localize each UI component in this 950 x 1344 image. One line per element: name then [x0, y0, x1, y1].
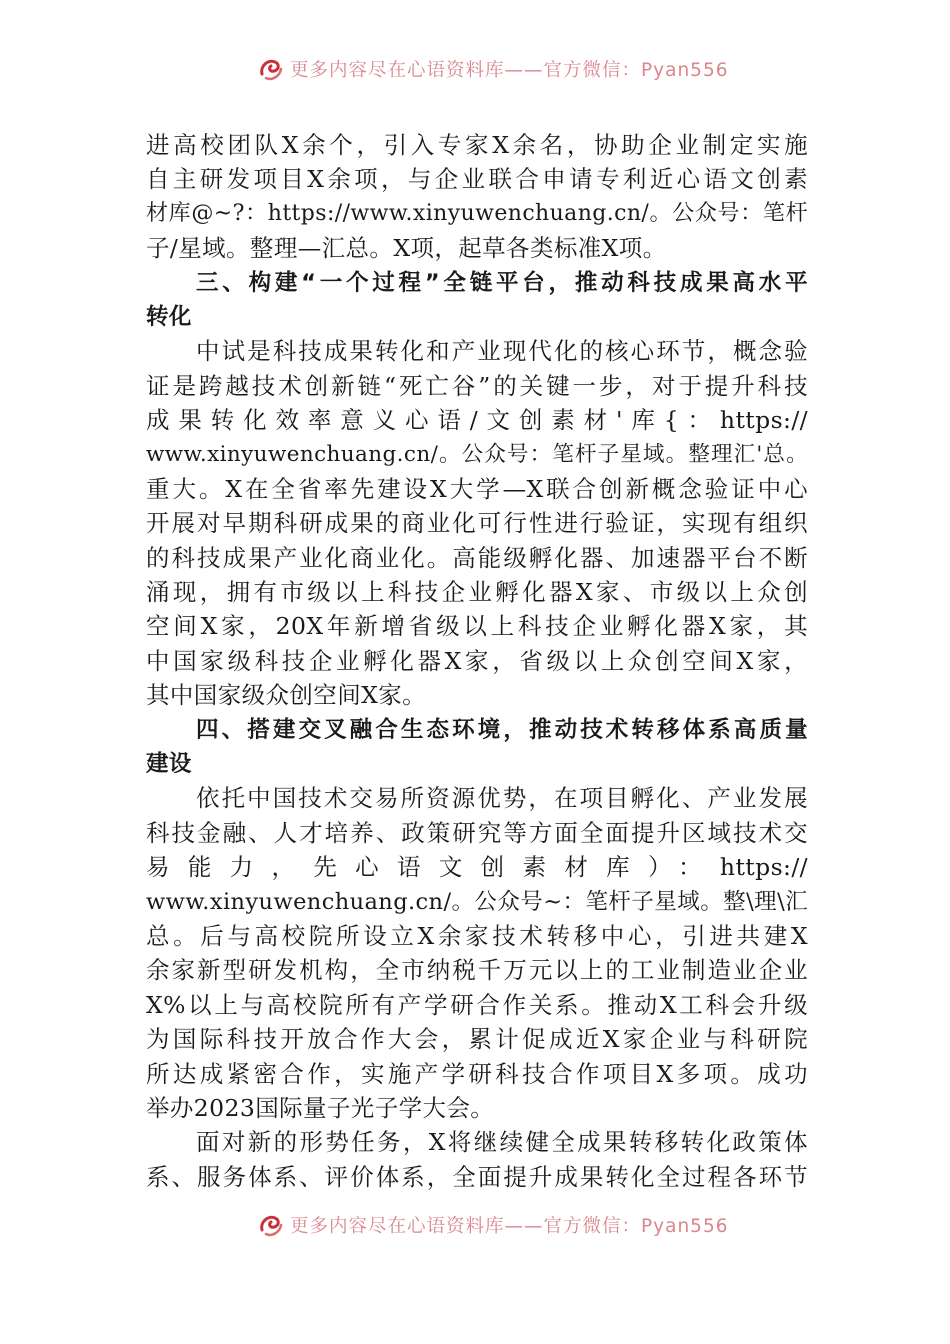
watermark-text: 更多内容尽在心语资料库——官方微信：Pyan556 — [290, 1216, 729, 1237]
text-line: 涌现，拥有市级以上科技企业孵化器X家、市级以上众创 — [146, 578, 808, 607]
text-line: 开展对早期科研成果的商业化可行性进行验证，实现有组织 — [146, 509, 808, 538]
watermark-text: 更多内容尽在心语资料库——官方微信：Pyan556 — [290, 60, 729, 81]
text-line: 证是跨越技术创新链“死亡谷”的关键一步，对于提升科技 — [146, 371, 808, 400]
text-line: 余家新型研发机构，全市纳税千万元以上的工业制造业企业 — [146, 956, 808, 985]
text-line: 依托中国技术交易所资源优势，在项目孵化、产业发展 — [196, 784, 808, 813]
text-line: 总。后与高校院所设立X余家技术转移中心，引进共建X — [146, 921, 808, 950]
text-line: 其中国家级众创空间X家。 — [146, 681, 427, 710]
text-line: X%以上与高校院所有产学研合作关系。推动X工科会升级 — [146, 990, 808, 1019]
section-heading: 四、搭建交叉融合生态环境，推动技术转移体系高质量 — [196, 716, 808, 743]
text-line: 自主研发项目X余项，与企业联合申请专利近心语文创素 — [146, 165, 808, 194]
section-heading: 三、构建“一个过程”全链平台，推动科技成果高水平 — [196, 269, 808, 296]
text-line: 为国际科技开放合作大会，累计促成近X家企业与科研院 — [146, 1025, 808, 1054]
section-heading: 转化 — [146, 303, 192, 330]
swirl-logo-icon — [258, 1212, 284, 1238]
text-line: 中试是科技成果转化和产业现代化的核心环节，概念验 — [196, 337, 808, 366]
text-line: 进高校团队X余个，引入专家X余名，协助企业制定实施 — [146, 131, 808, 159]
text-line: www.xinyuwenchuang.cn/。公众号~：笔杆子星域。整\理\汇 — [146, 888, 808, 915]
text-line: 重大。X在全省率先建设X大学—X联合创新概念验证中心 — [146, 474, 808, 503]
watermark-header — [258, 52, 738, 86]
text-line: 科技金融、人才培养、政策研究等方面全面提升区域技术交 — [146, 818, 808, 847]
text-line: 中国家级科技企业孵化器X家，省级以上众创空间X家， — [146, 646, 808, 675]
text-line: 空间X家，20X年新增省级以上科技企业孵化器X家，其 — [146, 612, 808, 641]
watermark-footer — [258, 1208, 738, 1242]
text-line: 的科技成果产业化商业化。高能级孵化器、加速器平台不断 — [146, 543, 808, 572]
text-line: 子/星域。整理—汇总。X项，起草各类标准X项。 — [146, 234, 667, 263]
text-line: 材库@~?：https://www.xinyuwenchuang.cn/。公众号：笔杆 — [146, 200, 808, 226]
swirl-logo-icon — [258, 56, 284, 82]
text-line: 举办2023国际量子光子学大会。 — [146, 1093, 495, 1122]
text-line: 面对新的形势任务，X将继续健全成果转移转化政策体 — [196, 1128, 808, 1157]
text-line: 系、服务体系、评价体系，全面提升成果转化全过程各环节 — [146, 1162, 808, 1191]
document-body — [146, 128, 808, 1194]
section-heading: 建设 — [146, 751, 192, 778]
text-line: 成果转化效率意义心语/文创素材'库{：https:// — [146, 406, 808, 435]
text-line: 易能力，先心语文创素材库）：https:// — [146, 853, 808, 882]
text-line: www.xinyuwenchuang.cn/。公众号：笔杆子星域。整理汇'总。 — [146, 441, 808, 467]
text-line: 所达成紧密合作，实施产学研科技合作项目X多项。成功 — [146, 1059, 808, 1088]
